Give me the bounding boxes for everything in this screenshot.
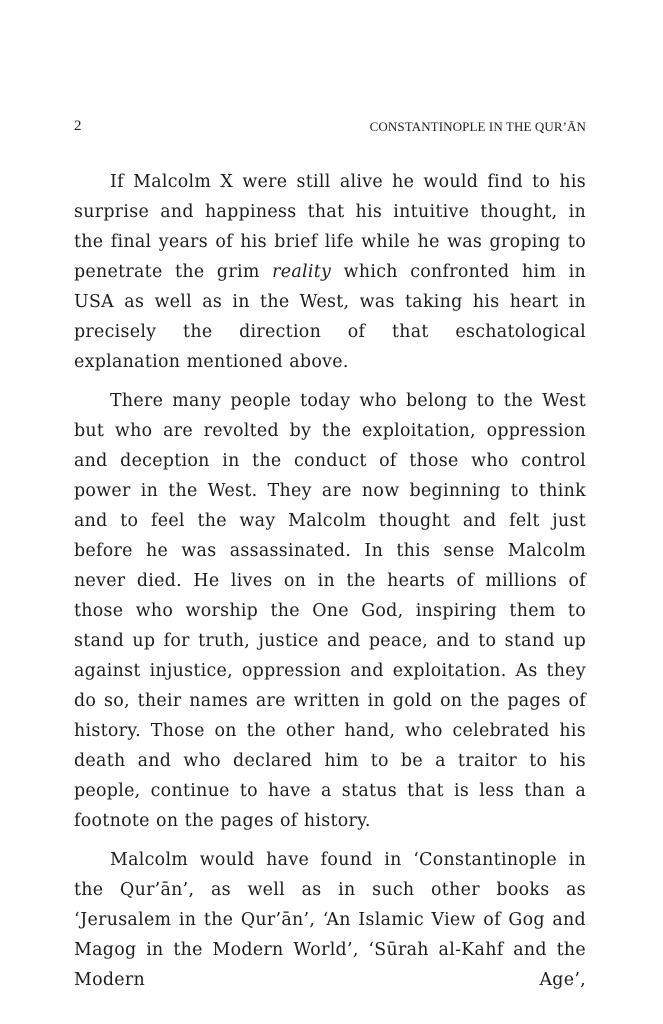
page-number: 2 [74,118,82,134]
body-text [74,167,586,995]
paragraph-1 [74,167,586,377]
running-header [74,118,586,138]
paragraph-2: There many people today who belong to the West but who are revolted by the exploitation, oppression and deception in the conduct of those who control power in the West. They are now beginning to think and to feel the way Malcolm thought and felt just before he was assassinated. In this sense Malcolm never died. He lives on in the hearts of millions of those who worship the One God, inspiring them to stand up for truth, justice and peace, and to stand up against injustice, oppression and exploitation. As they do so, their names are written in gold on the pages of history. Those on the other hand, who celebrated his death and who declared him to be a traitor to his people, continue to have a status that is less than a footnote on the pages of history. [74,391,586,831]
paragraph-1-text-after: which confronted him in USA as well as in the West, was taking his heart in precisely the direction of that eschatological explanation mentioned above. [74,262,586,372]
emphasized-word: reality [272,262,332,282]
running-header-title: CONSTANTINOPLE IN THE QUR’ĀN [369,119,586,134]
paragraph-3: Malcolm would have found in ‘Constantinople in the Qur’ān’, as well as in such other books as ‘Jerusalem in the Qur’ān’, ‘An Islamic View of Gog and Magog in the Modern World’, ‘Sūrah al-Kahf and the Modern Age’, [74,850,586,990]
paragraph-1-text-before: If Malcolm X were still alive he would find to his surprise and happiness that his intuitive thought, in the final years of his brief life while he was groping to penetrate the grim [74,172,586,282]
